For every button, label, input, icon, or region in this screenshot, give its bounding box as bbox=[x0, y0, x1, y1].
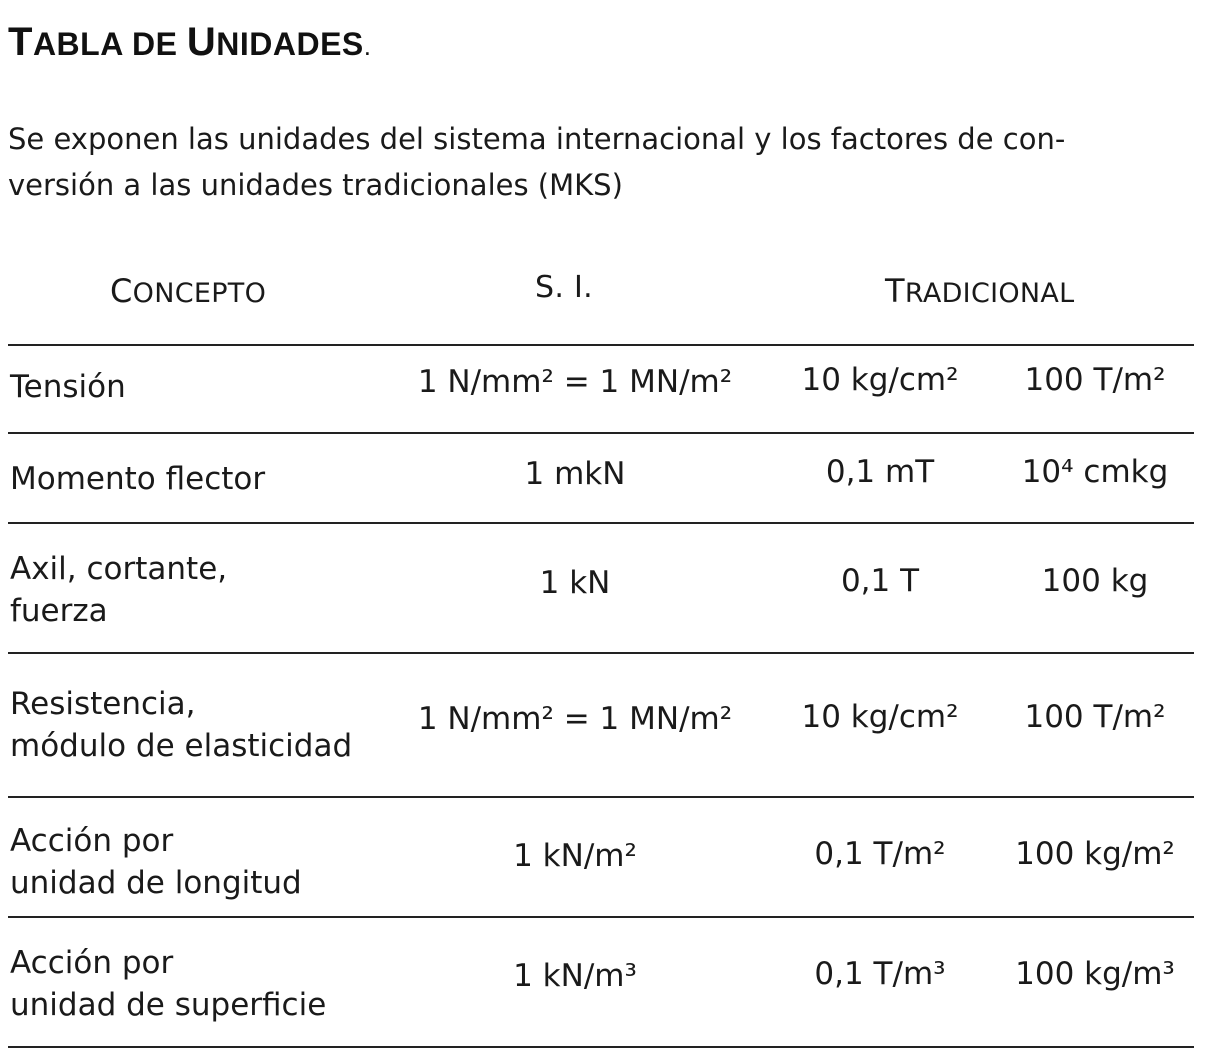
row-4-tradicional-value-2: 100 T/m² bbox=[1024, 699, 1166, 735]
header-tradicional-rest: RADICIONAL bbox=[904, 278, 1075, 309]
title-text-part-1: ABLA DE bbox=[32, 26, 187, 62]
intro-paragraph bbox=[8, 116, 1198, 208]
title-initial-cap: T bbox=[8, 20, 33, 64]
title-period: . bbox=[363, 31, 372, 61]
row-5-concept-line-1: Acción por bbox=[10, 823, 174, 859]
row-2-tradicional-value-2: 10⁴ cmkg bbox=[1021, 454, 1169, 490]
title-text-part-2: NIDADES bbox=[216, 26, 364, 62]
row-1-concept-line-1: Tensión bbox=[10, 369, 126, 405]
table-rule-row-4 bbox=[8, 796, 1194, 798]
row-2-tradicional-value-1: 0,1 mT bbox=[825, 454, 935, 490]
table-rule-header bbox=[8, 344, 1194, 346]
row-4-concept-line-2: módulo de elasticidad bbox=[10, 728, 353, 764]
table-rule-row-1 bbox=[8, 432, 1194, 434]
title-second-cap: U bbox=[186, 20, 217, 64]
row-5-concept bbox=[10, 820, 302, 904]
table-rule-row-2 bbox=[8, 522, 1194, 524]
row-3-concept-line-1: Axil, cortante, bbox=[10, 551, 228, 587]
row-1-concept bbox=[10, 366, 126, 408]
row-3-concept-line-2: fuerza bbox=[10, 593, 108, 629]
row-3-tradicional-value-2: 100 kg bbox=[1041, 563, 1149, 599]
column-header-concepto bbox=[110, 272, 266, 310]
row-4-si-value: 1 N/mm² = 1 MN/m² bbox=[417, 701, 733, 737]
row-3-si-value: 1 kN bbox=[539, 565, 611, 601]
table-rule-row-5 bbox=[8, 916, 1194, 918]
row-4-concept-line-1: Resistencia, bbox=[10, 686, 196, 722]
page-title bbox=[8, 20, 372, 65]
row-2-si-value: 1 mkN bbox=[524, 456, 626, 492]
row-3-tradicional-value-1: 0,1 T bbox=[840, 563, 920, 599]
header-concepto-rest: ONCEPTO bbox=[132, 278, 267, 309]
row-2-concept-line-1: Momento flector bbox=[10, 461, 266, 497]
row-6-si-value: 1 kN/m³ bbox=[513, 958, 637, 994]
row-2-concept bbox=[10, 458, 265, 500]
table-rule-row-3 bbox=[8, 652, 1194, 654]
row-6-concept-line-2: unidad de superficie bbox=[10, 987, 327, 1023]
row-1-tradicional-value-1: 10 kg/cm² bbox=[801, 362, 959, 398]
row-6-concept-line-1: Acción por bbox=[10, 945, 174, 981]
row-6-tradicional-value-1: 0,1 T/m³ bbox=[814, 956, 946, 992]
row-6-tradicional-value-2: 100 kg/m³ bbox=[1015, 956, 1175, 992]
column-header-si: S. I. bbox=[535, 270, 593, 305]
row-6-concept bbox=[10, 942, 326, 1026]
intro-line-1: Se exponen las unidades del sistema internacional y los factores de con- bbox=[8, 122, 1066, 156]
row-5-tradicional-value-1: 0,1 T/m² bbox=[814, 836, 946, 872]
header-concepto-initial: C bbox=[110, 272, 133, 310]
column-header-tradicional bbox=[885, 272, 1075, 310]
intro-line-2: versión a las unidades tradicionales (MKS) bbox=[8, 168, 623, 202]
table-rule-bottom bbox=[8, 1046, 1194, 1048]
row-5-concept-line-2: unidad de longitud bbox=[10, 865, 302, 901]
row-5-tradicional-value-2: 100 kg/m² bbox=[1015, 836, 1175, 872]
row-1-si-value: 1 N/mm² = 1 MN/m² bbox=[417, 364, 733, 400]
row-1-tradicional-value-2: 100 T/m² bbox=[1024, 362, 1166, 398]
row-4-tradicional-value-1: 10 kg/cm² bbox=[801, 699, 959, 735]
row-3-concept bbox=[10, 548, 227, 632]
row-4-concept bbox=[10, 683, 352, 767]
header-tradicional-initial: T bbox=[885, 272, 905, 310]
row-5-si-value: 1 kN/m² bbox=[513, 838, 637, 874]
